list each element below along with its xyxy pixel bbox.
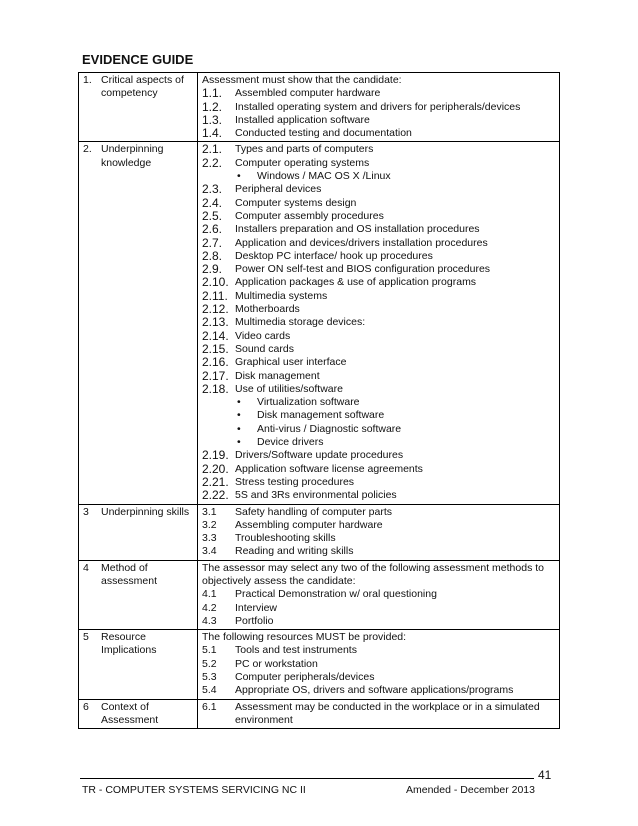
item-number: 4.2: [202, 601, 217, 614]
section-number: 4: [83, 561, 89, 574]
item-text: Computer systems design: [235, 196, 357, 209]
item-number: 2.12.: [202, 302, 229, 317]
item-number: 2.10.: [202, 275, 229, 290]
section-title: Resource Implications: [101, 631, 157, 657]
item-number: 2.2.: [202, 155, 223, 170]
list-item: [202, 506, 555, 519]
item-text: Stress testing procedures: [235, 475, 355, 488]
item-text: Application software license agreements: [235, 462, 423, 475]
item-text: Conducted testing and documentation: [235, 127, 412, 140]
section-label-cell: [79, 504, 198, 560]
list-item: [202, 276, 555, 289]
item-number: 1.3.: [202, 112, 223, 127]
item-text: Sound cards: [235, 342, 294, 355]
list-item: [202, 263, 555, 276]
item-text: Application and devices/drivers installation procedures: [235, 236, 488, 249]
page-number: 41: [538, 768, 552, 782]
item-number: 2.6.: [202, 222, 223, 237]
list-item: [202, 545, 555, 558]
item-text: Reading and writing skills: [235, 545, 354, 558]
item-text: Assembling computer hardware: [235, 518, 383, 531]
list-item: [202, 237, 555, 250]
item-number: 5.4: [202, 684, 217, 697]
section-label-cell: [79, 560, 198, 629]
footer-divider: [80, 778, 534, 779]
item-text: Motherboards: [235, 303, 300, 316]
section-content-cell: [198, 504, 560, 560]
item-text: Installed operating system and drivers for peripherals/devices: [235, 100, 521, 113]
item-number: 2.14.: [202, 328, 229, 343]
item-number: 2.9.: [202, 262, 223, 277]
section-number: 6: [83, 700, 89, 713]
section-number: 1.: [83, 74, 92, 86]
list-item: [202, 588, 555, 601]
section-label-cell: [79, 699, 198, 729]
list-item: [202, 519, 555, 532]
section-label: [83, 562, 193, 589]
list-item: [202, 644, 555, 657]
section-content-cell: [198, 699, 560, 729]
section-label-cell: [79, 73, 198, 142]
item-number: 3.3: [202, 532, 217, 545]
item-text: Installed application software: [235, 113, 370, 126]
item-text: Graphical user interface: [235, 356, 347, 369]
item-number: 2.19.: [202, 448, 229, 463]
item-text: Troubleshooting skills: [235, 532, 336, 545]
list-item: [202, 316, 555, 329]
bullet-item: [202, 409, 555, 422]
list-item: [202, 343, 555, 356]
table-row: [79, 504, 560, 560]
section-content-cell: [198, 630, 560, 699]
list-item: [202, 330, 555, 343]
list-item: [202, 370, 555, 383]
item-number: 2.4.: [202, 195, 223, 210]
item-number: 2.3.: [202, 182, 223, 197]
list-item: [202, 223, 555, 236]
item-number: 2.7.: [202, 235, 223, 250]
list-item: [202, 532, 555, 545]
section-intro: Assessment must show that the candidate:: [202, 74, 402, 86]
bullet-text: Virtualization software: [257, 396, 360, 409]
bullet-icon: •: [237, 422, 241, 435]
item-text: Computer operating systems: [235, 156, 370, 169]
item-text: Video cards: [235, 329, 291, 342]
list-item: [202, 476, 555, 489]
table-row: [79, 699, 560, 729]
item-number: 2.17.: [202, 368, 229, 383]
evidence-guide-table: [78, 72, 560, 729]
item-text: Installers preparation and OS installation procedures: [235, 223, 480, 236]
section-label: [83, 631, 193, 658]
footer-document-title: TR - COMPUTER SYSTEMS SERVICING NC II: [82, 784, 306, 796]
list-item: [202, 210, 555, 223]
section-label: [83, 74, 193, 101]
section-number: 5: [83, 631, 89, 644]
item-text: Multimedia systems: [235, 289, 328, 302]
item-text: Safety handling of computer parts: [235, 505, 393, 518]
section-label: [83, 143, 193, 170]
section-title: Context of Assessment: [101, 700, 159, 726]
item-text: 5S and 3Rs environmental policies: [235, 489, 397, 502]
item-text: PC or workstation: [235, 657, 318, 670]
item-number: 2.5.: [202, 208, 223, 223]
section-label-cell: [79, 142, 198, 504]
item-number: 1.4.: [202, 126, 223, 141]
list-item: [202, 183, 555, 196]
list-item: [202, 602, 555, 615]
bullet-text: Disk management software: [257, 409, 385, 422]
item-text: Desktop PC interface/ hook up procedures: [235, 249, 433, 262]
item-number: 2.11.: [202, 288, 228, 303]
item-text: Peripheral devices: [235, 183, 322, 196]
list-item: [202, 127, 555, 140]
item-text: Multimedia storage devices:: [235, 316, 366, 329]
table-row: [79, 73, 560, 142]
table-body: [79, 73, 560, 729]
list-item: [202, 615, 555, 628]
list-item: [202, 701, 555, 728]
item-number: 4.1: [202, 588, 217, 601]
item-number: 6.1: [202, 700, 217, 713]
section-content-cell: [198, 560, 560, 629]
bullet-text: Anti-virus / Diagnostic software: [257, 422, 402, 435]
item-number: 5.1: [202, 644, 217, 657]
page-title: EVIDENCE GUIDE: [82, 52, 194, 67]
section-content-cell: [198, 142, 560, 504]
table-row: [79, 560, 560, 629]
section-number: 3: [83, 505, 89, 518]
bullet-text: Windows / MAC OS X /Linux: [257, 170, 391, 183]
item-text: Appropriate OS, drivers and software applications/programs: [235, 684, 514, 697]
item-text: Portfolio: [235, 614, 274, 627]
item-number: 2.8.: [202, 248, 223, 263]
item-text: Interview: [235, 601, 278, 614]
item-number: 2.22.: [202, 488, 229, 503]
bullet-item: [202, 170, 555, 183]
item-text: Assembled computer hardware: [235, 87, 381, 100]
bullet-text: Device drivers: [257, 436, 324, 449]
item-number: 3.1: [202, 505, 217, 518]
list-item: [202, 658, 555, 671]
item-number: 2.21.: [202, 474, 229, 489]
item-text: Use of utilities/software: [235, 382, 343, 395]
section-intro: The assessor may select any two of the following assessment methods to objectively assess the candidate:: [202, 561, 544, 587]
item-text: Types and parts of computers: [235, 143, 374, 156]
section-number: 2.: [83, 143, 92, 156]
bullet-item: [202, 436, 555, 449]
section-label: [83, 506, 193, 519]
bullet-item: [202, 423, 555, 436]
list-item: [202, 290, 555, 303]
section-title: Underpinning knowledge: [101, 143, 164, 169]
item-number: 2.20.: [202, 461, 229, 476]
item-text: Application packages & use of application programs: [235, 276, 477, 289]
section-title: Critical aspects of competency: [101, 74, 184, 100]
list-item: [202, 684, 555, 697]
list-item: [202, 101, 555, 114]
item-number: 2.1.: [202, 142, 223, 157]
section-label-cell: [79, 630, 198, 699]
item-text: Power ON self-test and BIOS configuration procedures: [235, 263, 491, 276]
item-number: 2.18.: [202, 381, 229, 396]
list-item: [202, 87, 555, 100]
item-text: Drivers/Software update procedures: [235, 449, 404, 462]
footer-amended-date: Amended - December 2013: [406, 784, 535, 796]
list-item: [202, 383, 555, 396]
section-title: Method of assessment: [101, 561, 158, 587]
section-title: Underpinning skills: [101, 505, 190, 518]
list-item: [202, 143, 555, 156]
list-item: [202, 463, 555, 476]
table-row: [79, 142, 560, 504]
bullet-icon: •: [237, 170, 241, 183]
item-number: 1.1.: [202, 86, 223, 101]
section-content-cell: [198, 73, 560, 142]
section-intro: The following resources MUST be provided:: [202, 631, 407, 644]
item-number: 2.15.: [202, 341, 229, 356]
table-row: [79, 630, 560, 699]
item-text: Disk management: [235, 369, 320, 382]
list-item: [202, 489, 555, 502]
list-item: [202, 157, 555, 170]
list-item: [202, 356, 555, 369]
bullet-icon: •: [237, 436, 241, 449]
item-text: Tools and test instruments: [235, 644, 357, 657]
list-item: [202, 671, 555, 684]
list-item: [202, 250, 555, 263]
bullet-icon: •: [237, 396, 241, 409]
item-number: 3.2: [202, 518, 217, 531]
item-text: Assessment may be conducted in the workplace or in a simulated environment: [235, 700, 540, 726]
item-number: 3.4: [202, 545, 217, 558]
bullet-icon: •: [237, 409, 241, 422]
bullet-item: [202, 396, 555, 409]
item-number: 2.16.: [202, 355, 229, 370]
list-item: [202, 197, 555, 210]
item-number: 5.2: [202, 657, 217, 670]
item-text: Computer peripherals/devices: [235, 671, 375, 684]
item-text: Computer assembly procedures: [235, 209, 384, 222]
list-item: [202, 449, 555, 462]
item-text: Practical Demonstration w/ oral questioning: [235, 588, 437, 601]
item-number: 2.13.: [202, 315, 229, 330]
list-item: [202, 303, 555, 316]
item-number: 1.2.: [202, 99, 223, 114]
item-number: 4.3: [202, 614, 217, 627]
section-label: [83, 701, 193, 728]
list-item: [202, 114, 555, 127]
item-number: 5.3: [202, 671, 217, 684]
